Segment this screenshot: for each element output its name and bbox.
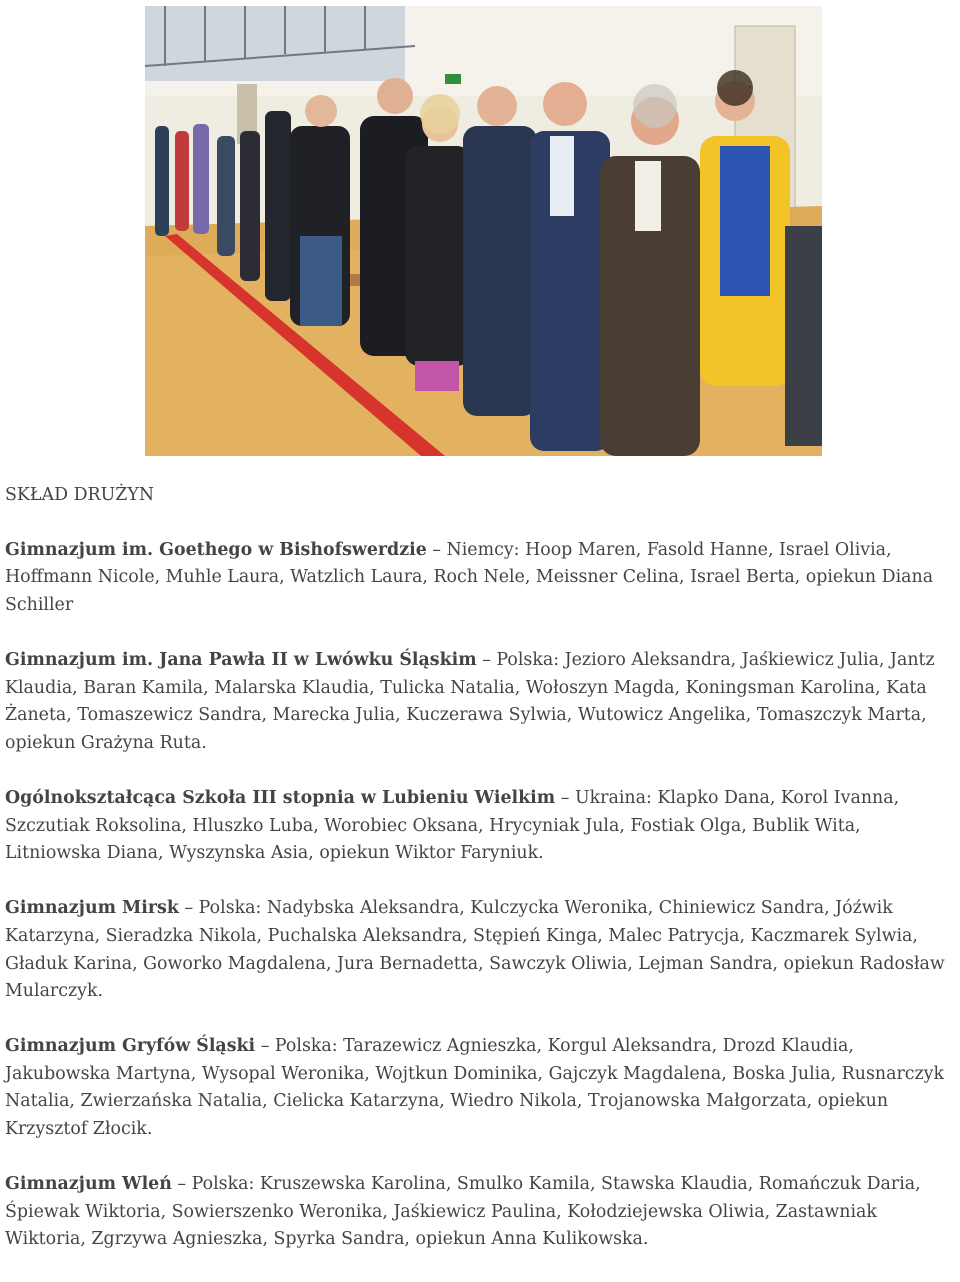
- team-school: Gimnazjum im. Jana Pawła II w Lwówku Śląskim: [5, 649, 477, 670]
- team-separator: –: [432, 539, 441, 560]
- team-members: Klapko Dana, Korol Ivanna, Szczutiak Roksolina, Hluszko Luba, Worobiec Oksana, Hrycyniak Jula, Fostiak Olga, Bublik Wita, Litniowska Diana, Wyszynska Asia, opiekun Wiktor Faryniuk.: [5, 787, 900, 864]
- team-separator: –: [560, 787, 570, 808]
- group-photo: [145, 6, 822, 456]
- team-members: Tarazewicz Agnieszka, Korgul Aleksandra, Drozd Klaudia, Jakubowska Martyna, Wysopal Weronika, Wojtkun Dominika, Gajczyk Magdalena, Boska Julia, Rusnarczyk Natalia, Zwierzańska Natalia, Cielicka Katarzyna, Wiedro Nikola, Trojanowska Małgorzata, opiekun Krzysztof Złocik.: [5, 1036, 945, 1140]
- team-school: Gimnazjum Gryfów Śląski: [5, 1036, 256, 1057]
- team-separator: –: [177, 1174, 187, 1195]
- team-school: Ogólnokształcąca Szkoła III stopnia w Lubieniu Wielkim: [5, 787, 556, 808]
- team-school: Gimnazjum Mirsk: [5, 898, 179, 919]
- team-country: Niemcy:: [446, 539, 520, 560]
- team-country: Polska:: [191, 1174, 255, 1195]
- team-country: Polska:: [274, 1036, 338, 1057]
- team-members: Hoop Maren, Fasold Hanne, Israel Olivia, Hoffmann Nicole, Muhle Laura, Watzlich Laura, Roch Nele, Meissner Celina, Israel Berta, opiekun Diana Schiller: [5, 539, 934, 615]
- team-country: Polska:: [496, 649, 560, 670]
- team-entry: [5, 1033, 957, 1143]
- team-entry: [5, 785, 957, 868]
- section-heading: SKŁAD DRUŻYN: [5, 485, 155, 505]
- team-entry: [5, 895, 957, 1005]
- group-photo-image: [145, 6, 822, 456]
- team-country: Ukraina:: [574, 787, 652, 808]
- team-entry: [5, 1171, 957, 1254]
- article-content: [5, 482, 957, 1282]
- team-entry: [5, 537, 957, 620]
- team-entry: [5, 647, 957, 757]
- team-members: Kruszewska Karolina, Smulko Kamila, Stawska Klaudia, Romańczuk Daria, Śpiewak Wiktoria, Sowierszenko Weronika, Jaśkiewicz Paulina, Kołodziejewska Oliwia, Zastawniak Wiktoria, Zgrzywa Agnieszka, Spyrka Sandra, opiekun Anna Kulikowska.: [5, 1174, 921, 1250]
- team-separator: –: [260, 1036, 270, 1057]
- team-country: Polska:: [198, 898, 262, 919]
- team-separator: –: [482, 649, 491, 670]
- team-separator: –: [184, 898, 194, 919]
- team-school: Gimnazjum im. Goethego w Bishofswerdzie: [5, 539, 427, 560]
- team-members: Jezioro Aleksandra, Jaśkiewicz Julia, Jantz Klaudia, Baran Kamila, Malarska Klaudia, Tulicka Natalia, Wołoszyn Magda, Koningsman Karolina, Kata Żaneta, Tomaszewicz Sandra, Marecka Julia, Kuczerawa Sylwia, Wutowicz Angelika, Tomaszczyk Marta, opiekun Grażyna Ruta.: [5, 649, 935, 753]
- team-school: Gimnazjum Wleń: [5, 1174, 172, 1195]
- team-members: Nadybska Aleksandra, Kulczycka Weronika, Chiniewicz Sandra, Jóźwik Katarzyna, Sieradzka Nikola, Puchalska Aleksandra, Stępień Kinga, Malec Patrycja, Kaczmarek Sylwia, Gładuk Karina, Goworko Magdalena, Jura Bernadetta, Sawczyk Oliwia, Lejman Sandra, opiekun Radosław Mularczyk.: [5, 898, 945, 1002]
